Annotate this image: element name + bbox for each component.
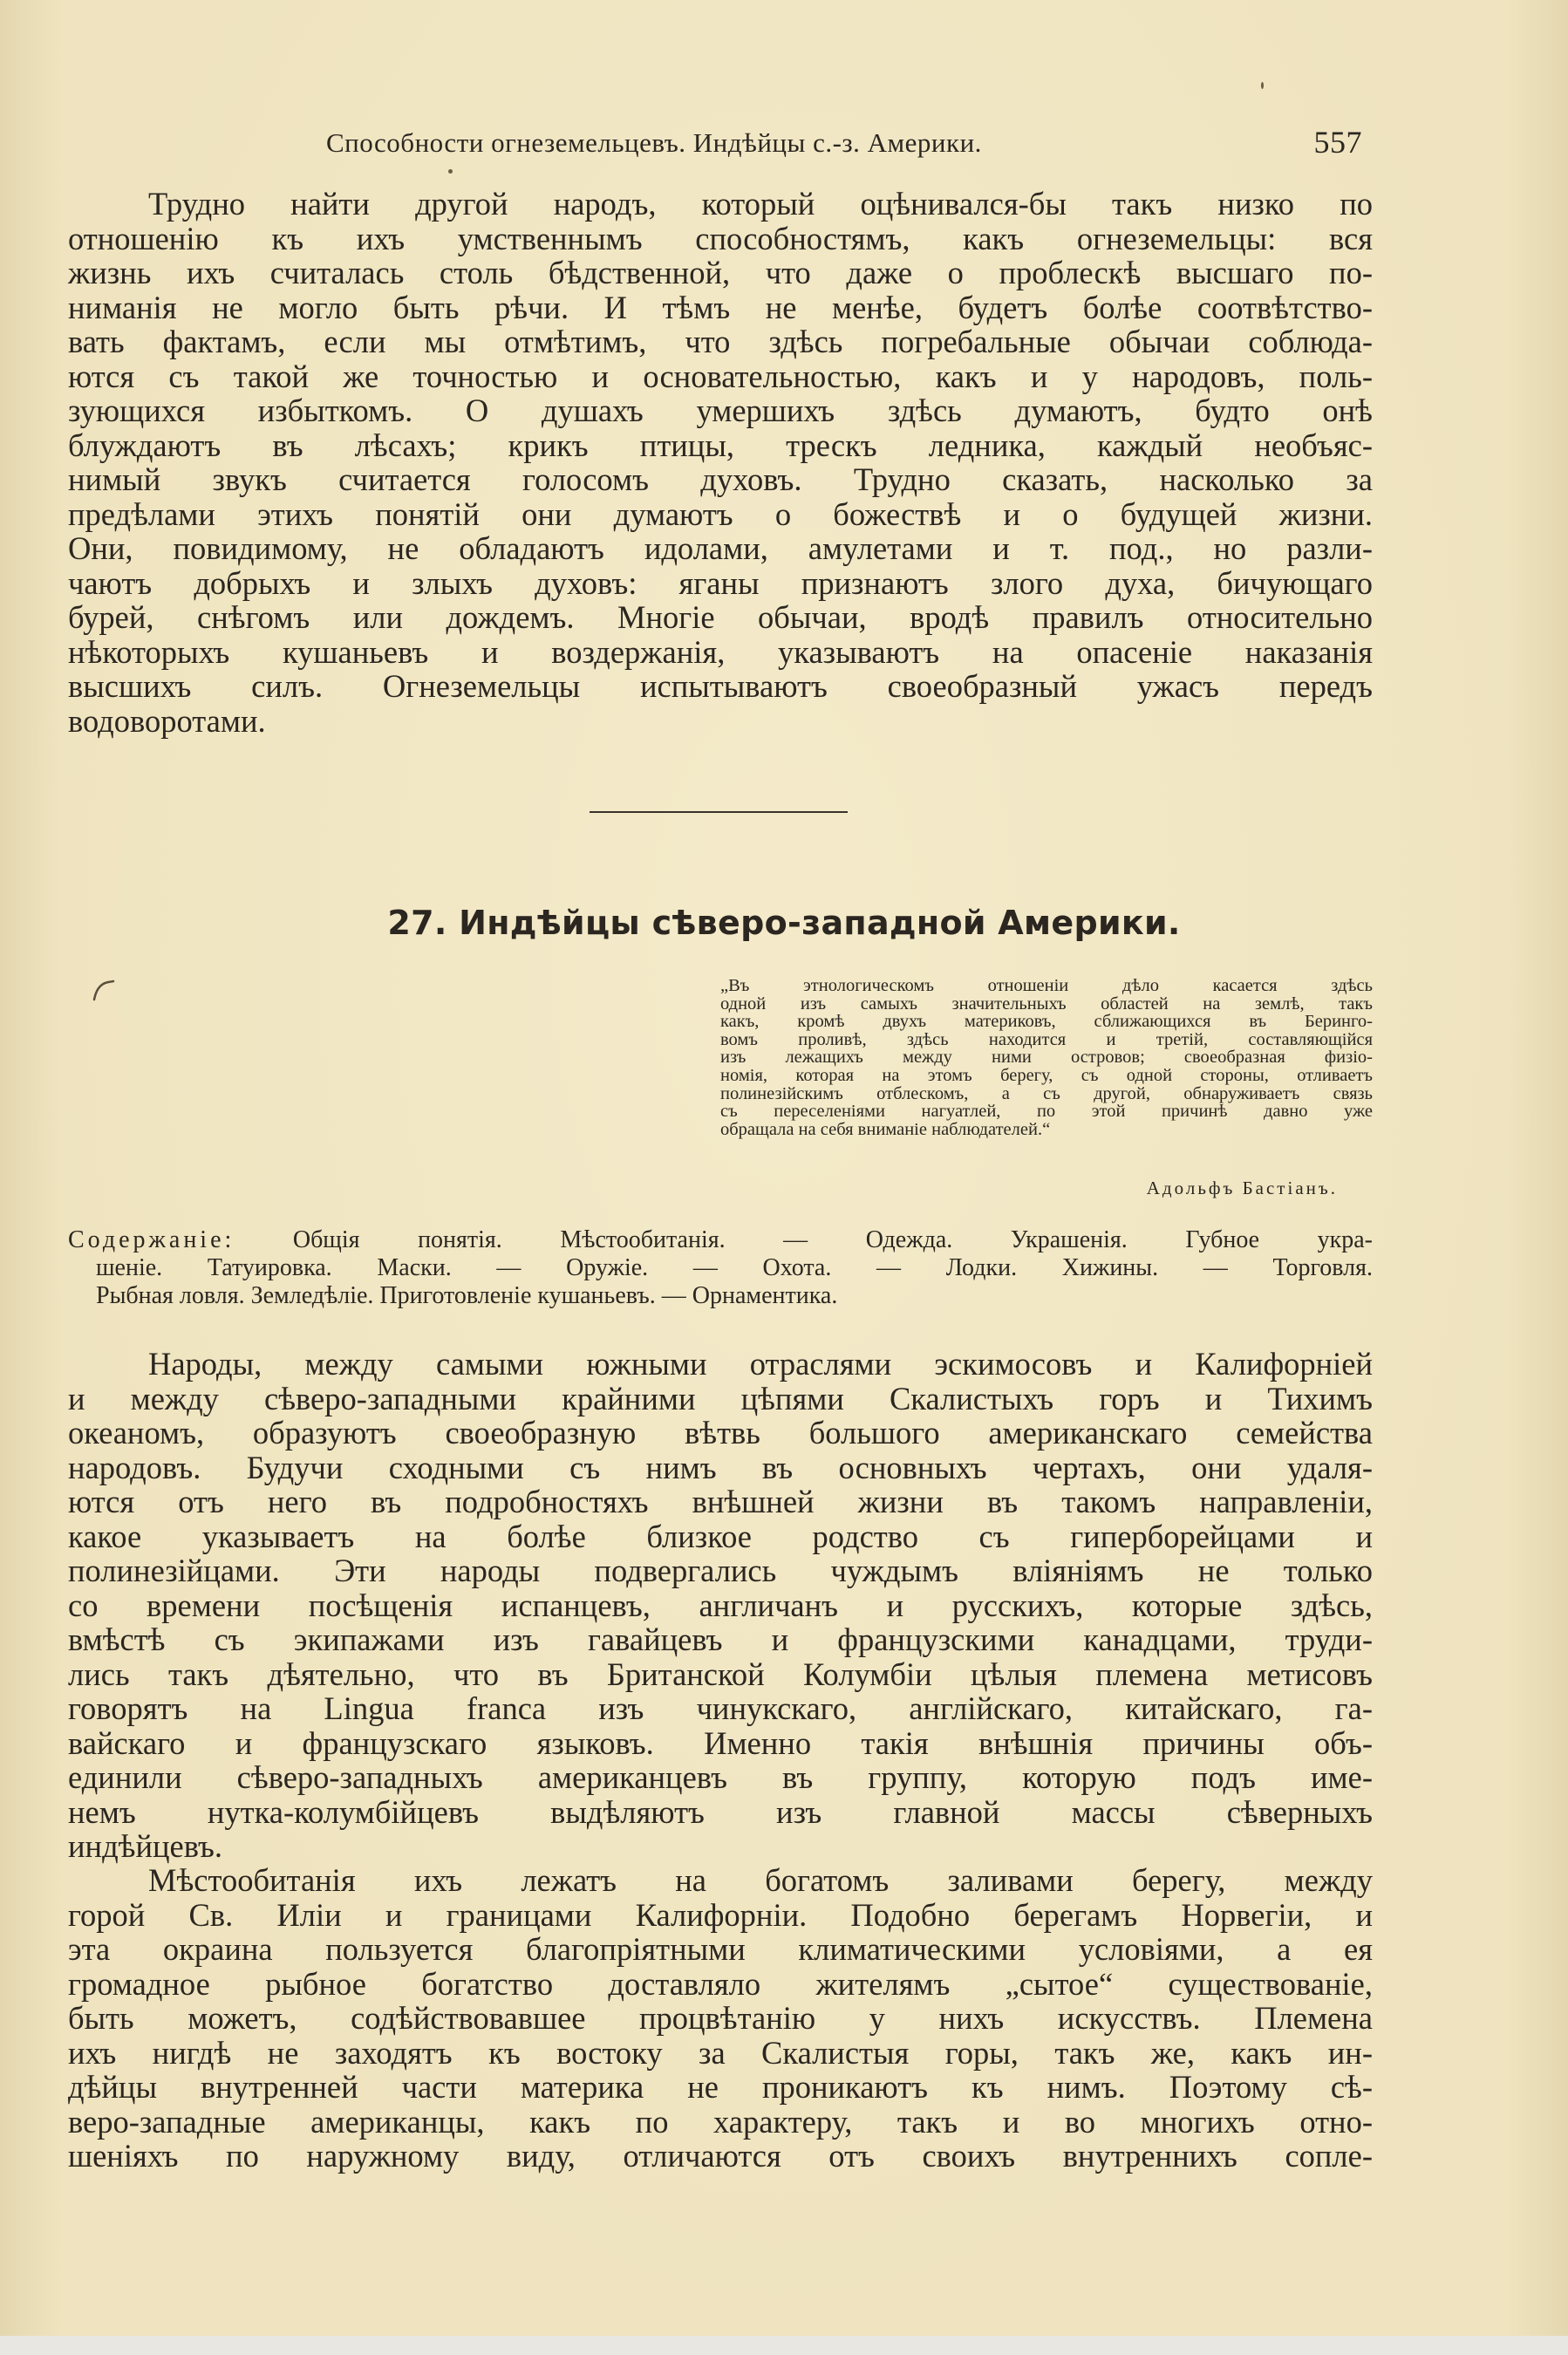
paragraph-line: быть можетъ, содѣйствовавшее процвѣтанію у нихъ искусствъ. Племена	[68, 2000, 1373, 2036]
paragraph-line: и между сѣверо-западными крайними цѣпями Скалистыхъ горъ и Тихимъ	[68, 1380, 1373, 1416]
epigraph-line: вомъ проливѣ, здѣсь находится и третій, составляющійся	[720, 1029, 1373, 1049]
paragraph-line: нимый звукъ считается голосомъ духовъ. Трудно сказать, насколько за	[68, 461, 1373, 497]
epigraph-line: изъ лежащихъ между ними островов; своеобразная физіо-	[720, 1048, 1373, 1068]
contents-label: Содержаніе:	[68, 1226, 235, 1253]
section-divider	[590, 811, 848, 813]
paragraph-line: вайскаго и французскаго языковъ. Именно такія внѣшнія причины объ-	[68, 1724, 1373, 1761]
paragraph-line: эта окраина пользуется благопріятными климатическими условіями, а ея	[68, 1931, 1373, 1967]
paragraph-line: высшихъ силъ. Огнеземельцы испытываютъ своеобразный ужасъ передъ	[68, 668, 1373, 704]
paragraph-habitats	[68, 1863, 1373, 2174]
paragraph-line: полинезійцами. Эти народы подвергались чуждымъ вліяніямъ не только	[68, 1553, 1373, 1588]
pencil-mark	[91, 977, 126, 1003]
running-title: Способности огнеземельцевъ. Индѣйцы с.-з. Америки.	[326, 127, 982, 158]
paragraph-line: Народы, между самыми южными отраслями эскимосовъ и Калифорніей	[148, 1346, 1373, 1382]
paragraph-line: народовъ. Будучи сходными съ нимъ въ основныхъ чертахъ, они удаля-	[68, 1449, 1373, 1485]
paragraph-line: говорятъ на Lingua franca изъ чинукскаго, англійскаго, китайскаго, га-	[68, 1690, 1373, 1726]
paragraph-line: водоворотами.	[68, 702, 266, 739]
epigraph-quote	[720, 977, 1373, 1138]
paragraph-line: Они, повидимому, не обладаютъ идолами, амулетами и т. под., но разли-	[68, 530, 1373, 566]
paragraph-line: индѣйцевъ.	[68, 1828, 223, 1864]
epigraph-line: номія, которая на этомъ берегу, съ одной стороны, отливаетъ	[720, 1065, 1373, 1085]
epigraph-line: какъ, кромѣ двухъ материковъ, сближающихся въ Беринго-	[720, 1012, 1373, 1032]
paragraph-line: нѣкоторыхъ кушаньевъ и воздержанія, указываютъ на опасеніе наказанія	[68, 633, 1373, 670]
paragraph-line: шеніяхъ по наружному виду, отличаются отъ своихъ внутреннихъ сопле-	[68, 2138, 1373, 2174]
contents-line	[68, 1226, 1373, 1254]
paper-speck	[1261, 82, 1264, 89]
paragraph-peoples-overview	[68, 1347, 1373, 1864]
section-title: 27. Индѣйцы сѣверо-западной Америки.	[387, 904, 1181, 942]
page-number: 557	[1313, 125, 1362, 160]
paragraph-line: бурей, снѣгомъ или дождемъ. Многіе обычаи, вродѣ правилъ относительно	[68, 599, 1373, 635]
paragraph-line: единили сѣверо-западныхъ американцевъ въ группу, которую подъ име-	[68, 1759, 1373, 1795]
paragraph-line: ются отъ него въ подробностяхъ внѣшней жизни въ такомъ направленіи,	[68, 1484, 1373, 1519]
paragraph-line: блуждаютъ въ лѣсахъ; крикъ птицы, трескъ ледника, каждый необъяс-	[68, 427, 1373, 463]
paragraph-line: громадное рыбное богатство доставляло жителямъ „сытое“ существованіе,	[68, 1965, 1373, 2002]
paragraph-line: веро-западные американцы, какъ по характеру, такъ и во многихъ отно-	[68, 2103, 1373, 2140]
paper-speck	[448, 169, 453, 174]
contents-line	[68, 1282, 1373, 1310]
paragraph-line: лись такъ дѣятельно, что въ Британской Колумбіи цѣлыя племена метисовъ	[68, 1655, 1373, 1692]
epigraph-line: полинезійскимъ отблескомъ, а съ другой, обнаруживаетъ связь	[720, 1083, 1373, 1103]
paragraph-line: предѣлами этихъ понятій они думаютъ о божествѣ и о будущей жизни.	[68, 495, 1373, 532]
paragraph-line: зующихся избыткомъ. О душахъ умершихъ здѣсь думаютъ, будто онѣ	[68, 392, 1373, 428]
paragraph-line: ихъ нигдѣ не заходятъ къ востоку за Скалистыя горы, такъ же, какъ ин-	[68, 2034, 1373, 2071]
paragraph-line: чаютъ добрыхъ и злыхъ духовъ: яганы признаютъ злого духа, бичующаго	[68, 564, 1373, 601]
epigraph-line: одной изъ самыхъ значительныхъ областей на землѣ, такъ	[720, 993, 1373, 1014]
contents-text: шеніе. Татуировка. Маски. — Оружіе. — Охота. — Лодки. Хижины. — Торговля.	[96, 1253, 1373, 1281]
paragraph-line: океаномъ, образуютъ своеобразную вѣтвь большого американскаго семейства	[68, 1415, 1373, 1451]
epigraph	[720, 976, 1373, 1198]
paragraph-line: немъ нутка-колумбійцевъ выдѣляютъ изъ главной массы сѣверныхъ	[68, 1793, 1373, 1830]
paragraph-line: дѣйцы внутренней части материка не проникаютъ къ нимъ. Поэтому сѣ-	[68, 2069, 1373, 2105]
running-head	[326, 127, 1362, 166]
paragraph-line: Трудно найти другой народъ, который оцѣнивался-бы такъ низко по	[148, 186, 1373, 222]
paragraph-line: горой Св. Иліи и границами Калифорніи. Подобно берегамъ Норвегіи, и	[68, 1896, 1373, 1933]
paragraph-line: вмѣстѣ съ экипажами изъ гавайцевъ и французскими канадцами, труди-	[68, 1621, 1373, 1657]
contents-line	[68, 1254, 1373, 1282]
epigraph-line: „Въ этнологическомъ отношеніи дѣло касается здѣсь	[720, 976, 1373, 995]
epigraph-author: Адольфъ Бастіанъ.	[1146, 1178, 1338, 1198]
paragraph-line: ниманія не могло быть рѣчи. И тѣмъ не менѣе, будетъ болѣе соотвѣтство-	[68, 289, 1373, 325]
paragraph-line: со времени посѣщенія испанцевъ, англичанъ и русскихъ, которые здѣсь,	[68, 1587, 1373, 1623]
paragraph-line: какое указываетъ на болѣе близкое родство съ гиперборейцами и	[68, 1518, 1373, 1554]
paragraph-line: вать фактамъ, если мы отмѣтимъ, что здѣсь погребальные обычаи соблюда-	[68, 324, 1373, 359]
paragraph-line: жизнь ихъ считалась столь бѣдственной, что даже о проблескѣ высшаго по-	[68, 255, 1373, 290]
paragraph-fuegians-beliefs	[68, 187, 1373, 738]
contents-text: Общія понятія. Мѣстообитанія. — Одежда. Украшенія. Губное укра-	[292, 1226, 1373, 1253]
contents-text: Рыбная ловля. Земледѣліе. Приготовленіе кушаньевъ. — Орнаментика.	[96, 1281, 838, 1309]
chapter-contents	[68, 1226, 1373, 1309]
paragraph-line: Мѣстообитанія ихъ лежатъ на богатомъ заливами берегу, между	[148, 1862, 1373, 1898]
scan-bottom-edge	[0, 2336, 1568, 2355]
epigraph-line: обращала на себя вниманіе наблюдателей.“	[720, 1119, 1051, 1139]
paragraph-line: отношенію къ ихъ умственнымъ способностямъ, какъ огнеземельцы: вся	[68, 220, 1373, 256]
epigraph-line: съ переселеніями нагуатлей, по этой причинѣ давно уже	[720, 1102, 1373, 1122]
paragraph-line: ются съ такой же точностью и основательностью, какъ и у народовъ, поль-	[68, 358, 1373, 394]
